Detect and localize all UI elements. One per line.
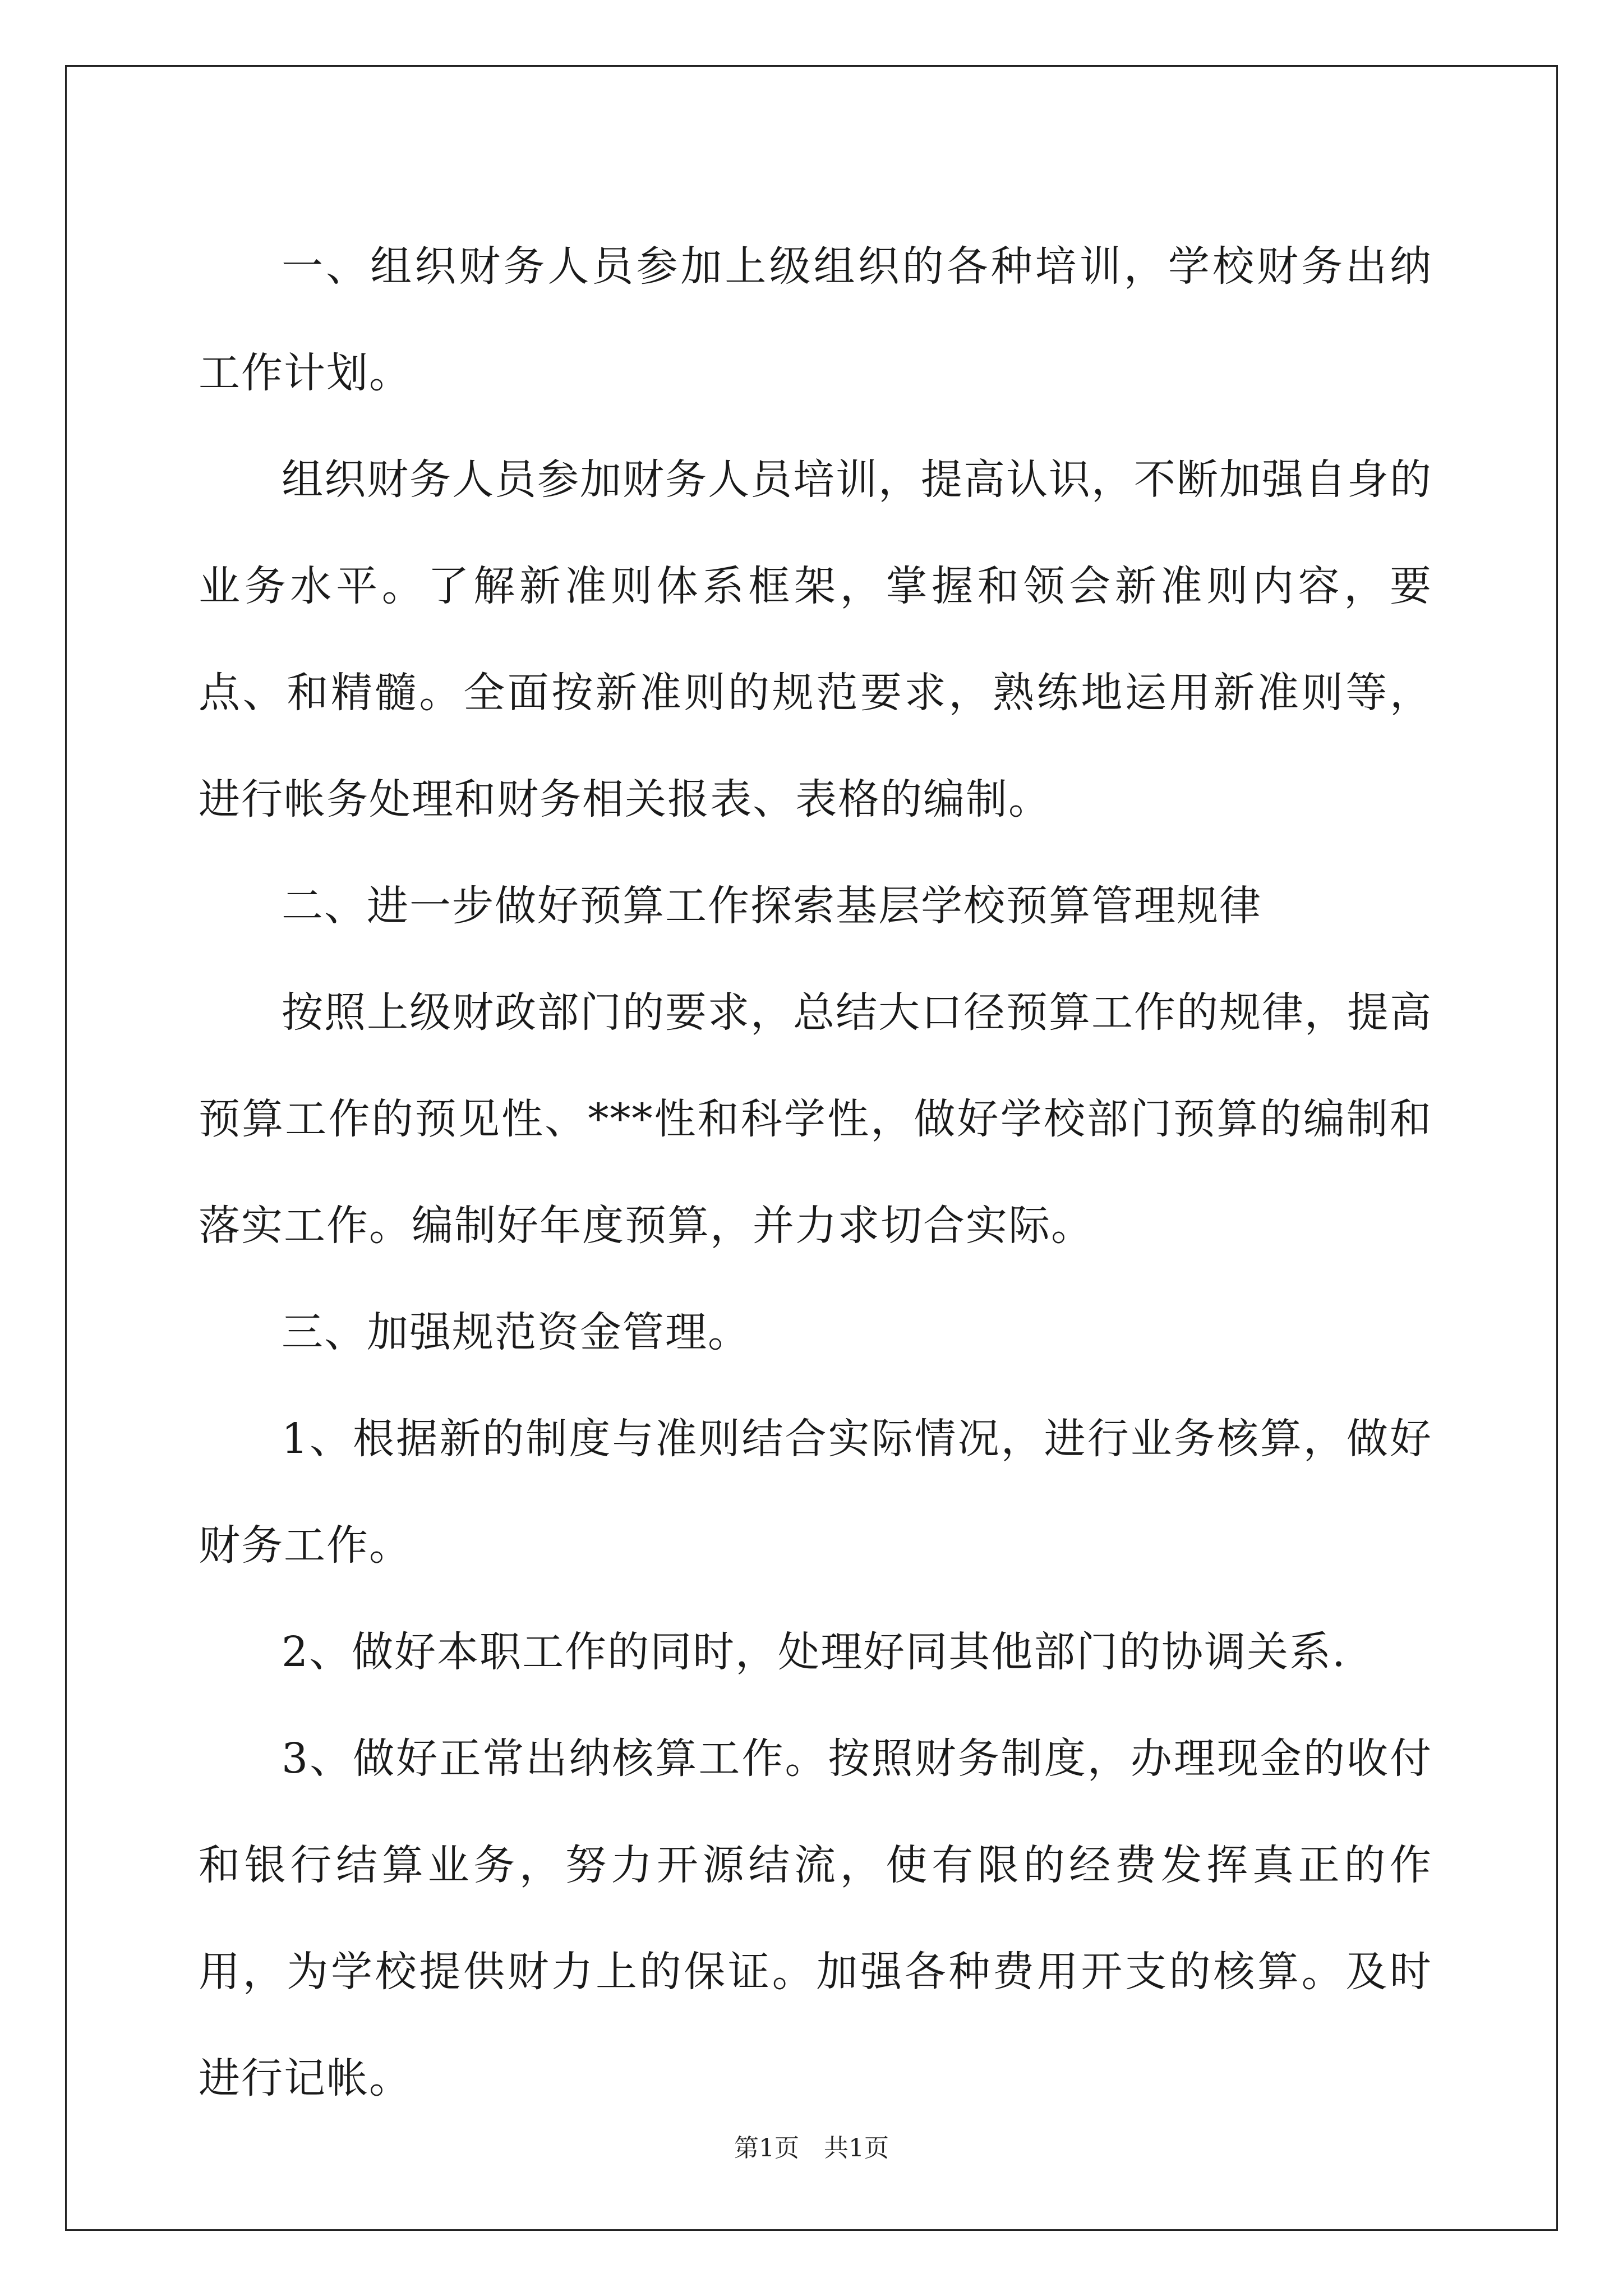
paragraph: 一、组织财务人员参加上级组织的各种培训，学校财务出纳 工作计划。 [199,242,1432,397]
page-footer: 第1页 共1页 [734,2134,889,2162]
paragraph: 1、根据新的制度与准则结合实际情况，进行业务核算，做好财务工作。 [199,1415,1432,1570]
paragraph: 二、进一步做好预算工作探索基层学校预算管理规律 [282,882,1262,930]
paragraph: 3、做好正常出纳核算工作。按照财务制度，办理现金的收付和银行结算业务，努力开源结流，使有限的经费发挥真正的作用，为学校提供财力上的保证。加强各种费用开支的核算。及时进行记帐。 [199,1734,1432,2102]
paragraph: 三、加强规范资金管理。 [282,1308,750,1356]
document-body [199,213,1432,2132]
paragraph: 组织财务人员参加财务人员培训，提高认识，不断加强自身的业务水平。了解新准则体系框架，掌握和领会新准则内容，要点、和精髓。全面按新准则的规范要求，熟练地运用新准则等，进行帐务处理和财务相关报表、表格的编制。 [199,455,1432,823]
paragraph: 按照上级财政部门的要求，总结大口径预算工作的规律，提高预算工作的预见性、***性和科学性，做好学校部门预算的编制和落实工作。编制好年度预算，并力求切合实际。 [199,988,1432,1250]
paragraph: 2、做好本职工作的同时，处理好同其他部门的协调关系. [282,1628,1347,1676]
